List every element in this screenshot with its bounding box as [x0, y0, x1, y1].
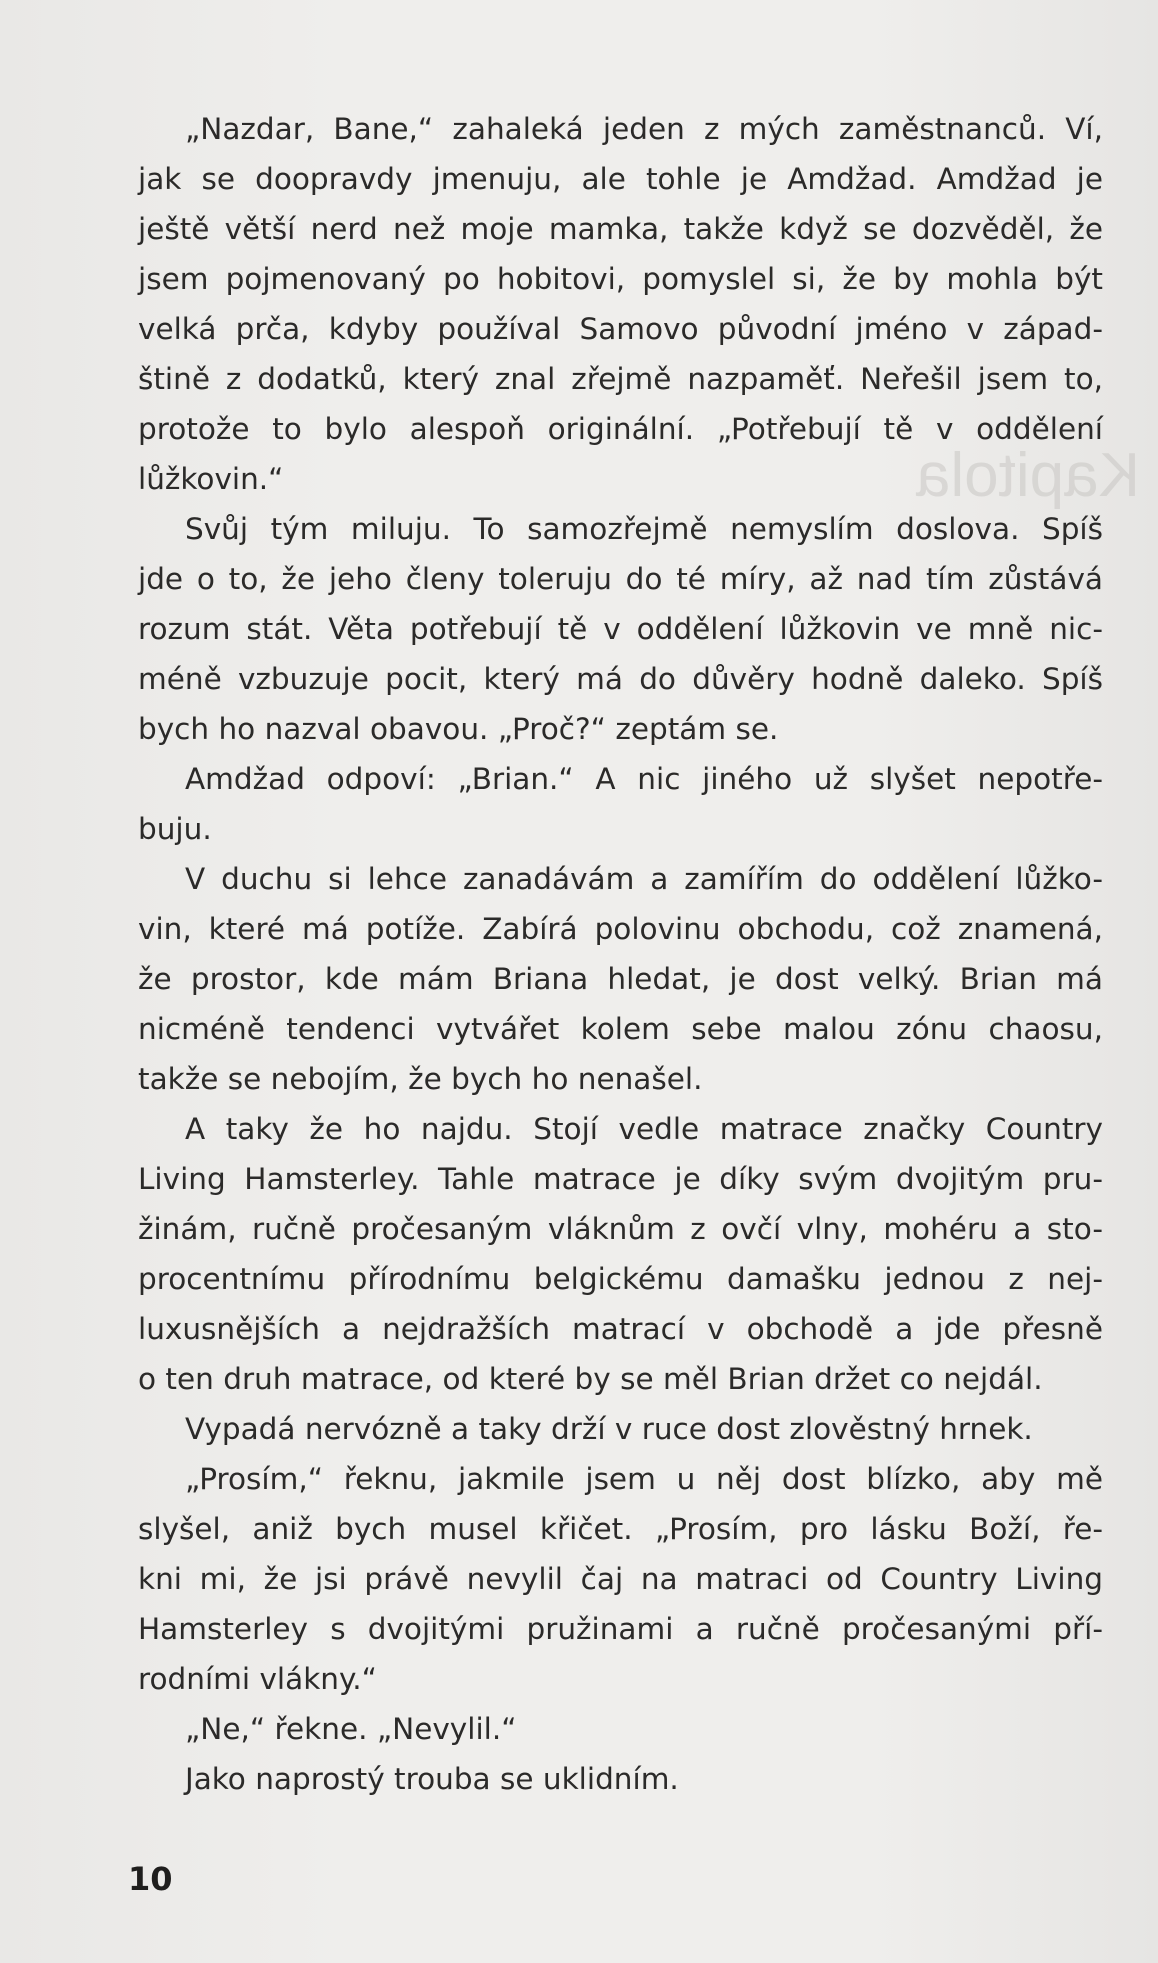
text-line: jsem pojmenovaný po hobitovi, pomyslel si, že by mohla být [138, 262, 1103, 296]
text-line: „Ne,“ řekne. „Nevylil.“ [185, 1712, 517, 1746]
text-line: vin, které má potíže. Zabírá polovinu obchodu, což znamená, [138, 912, 1103, 946]
page-number: 10 [128, 1860, 173, 1898]
text-line: velká prča, kdyby používal Samovo původní jméno v západ- [138, 312, 1103, 346]
text-line: Jako naprostý trouba se uklidním. [185, 1762, 679, 1796]
text-line: Svůj tým miluju. To samozřejmě nemyslím doslova. Spíš [185, 512, 1103, 546]
text-line: méně vzbuzuje pocit, který má do důvěry hodně daleko. Spíš [138, 662, 1103, 696]
text-line: slyšel, aniž bych musel křičet. „Prosím, pro lásku Boží, ře- [138, 1512, 1103, 1546]
text-line: bych ho nazval obavou. „Proč?“ zeptám se. [138, 712, 779, 746]
text-line: luxusnějších a nejdražších matrací v obchodě a jde přesně [138, 1312, 1103, 1346]
text-line: Hamsterley s dvojitými pružinami a ručně pročesanými pří- [138, 1612, 1103, 1646]
text-line: lůžkovin.“ [138, 462, 284, 496]
text-line: rozum stát. Věta potřebují tě v oddělení lůžkovin ve mně nic- [138, 612, 1103, 646]
text-line: jak se doopravdy jmenuju, ale tohle je Amdžad. Amdžad je [138, 162, 1103, 196]
text-line: V duchu si lehce zanadávám a zamířím do oddělení lůžko- [185, 862, 1103, 896]
text-line: „Nazdar, Bane,“ zahaleká jeden z mých zaměstnanců. Ví, [185, 112, 1103, 146]
text-line: štině z dodatků, který znal zřejmě nazpaměť. Neřešil jsem to, [138, 362, 1103, 396]
text-line: ještě větší nerd než moje mamka, takže když se dozvěděl, že [138, 212, 1103, 246]
text-line: nicméně tendenci vytvářet kolem sebe malou zónu chaosu, [138, 1012, 1103, 1046]
text-line: A taky že ho najdu. Stojí vedle matrace značky Country [185, 1112, 1103, 1146]
text-line: kni mi, že jsi právě nevylil čaj na matraci od Country Living [138, 1562, 1103, 1596]
text-line: „Prosím,“ řeknu, jakmile jsem u něj dost blízko, aby mě [185, 1462, 1103, 1496]
show-through-text: Kapitola [915, 441, 1140, 510]
text-line: jde o to, že jeho členy toleruju do té míry, až nad tím zůstává [138, 562, 1103, 596]
text-line: žinám, ručně pročesaným vláknům z ovčí vlny, mohéru a sto- [138, 1212, 1103, 1246]
text-line: Amdžad odpoví: „Brian.“ A nic jiného už slyšet nepotře- [185, 762, 1103, 796]
text-line: protože to bylo alespoň originální. „Potřebují tě v oddělení [138, 412, 1103, 446]
text-line: o ten druh matrace, od které by se měl Brian držet co nejdál. [138, 1362, 1043, 1396]
text-line: procentnímu přírodnímu belgickému damašku jednou z nej- [138, 1262, 1103, 1296]
text-line: buju. [138, 812, 212, 846]
text-line: rodními vlákny.“ [138, 1662, 377, 1696]
text-line: že prostor, kde mám Briana hledat, je dost velký. Brian má [138, 962, 1103, 996]
text-line: Living Hamsterley. Tahle matrace je díky svým dvojitým pru- [138, 1162, 1103, 1196]
text-line: takže se nebojím, že bych ho nenašel. [138, 1062, 703, 1096]
body-text [138, 104, 1103, 1804]
text-line: Vypadá nervózně a taky drží v ruce dost zlověstný hrnek. [185, 1412, 1033, 1446]
